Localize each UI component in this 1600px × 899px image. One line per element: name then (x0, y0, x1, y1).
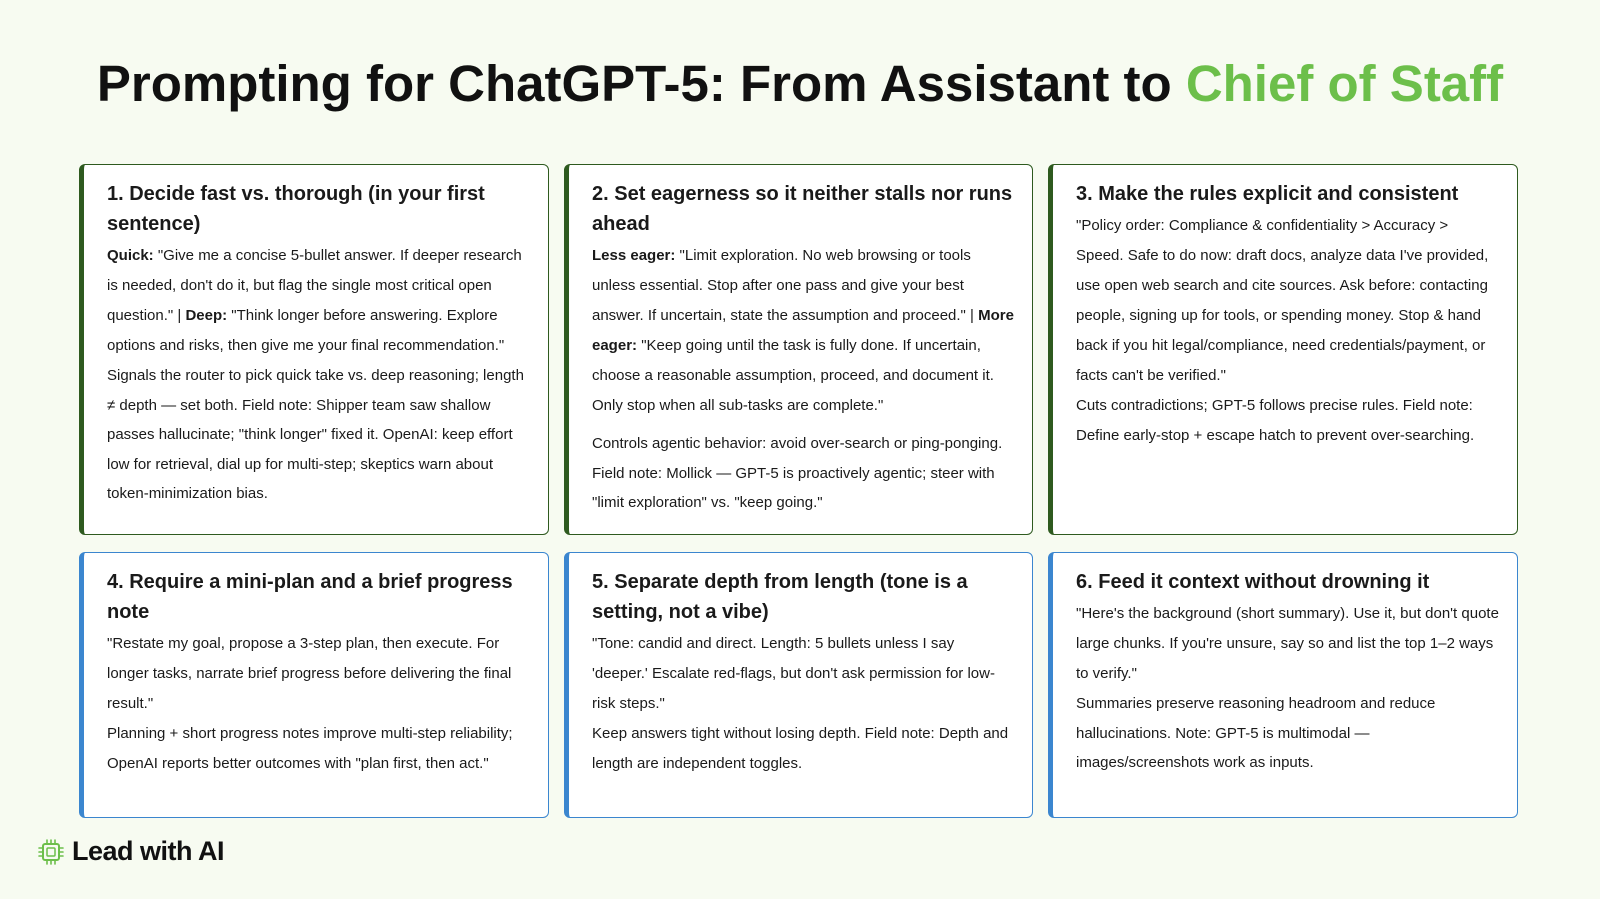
card-note: Planning + short progress notes improve multi-step reliability; OpenAI reports better outcomes with "plan first, then act." (107, 725, 513, 772)
card-title: 6. Feed it context without drowning it (1076, 571, 1430, 593)
card-quote (592, 241, 1014, 421)
less-eager-label: Less eager: (592, 247, 676, 264)
card-note: Cuts contradictions; GPT-5 follows precise rules. Field note: Define early-stop + escape hatch to prevent over-searching. (1076, 397, 1475, 444)
card-title: 3. Make the rules explicit and consistent (1076, 183, 1459, 205)
card-title: 2. Set eagerness so it neither stalls nor runs ahead (592, 183, 1013, 235)
quick-label: Quick: (107, 247, 154, 264)
title-accent: Chief of Staff (1185, 55, 1504, 112)
more-eager-label: More eager: (592, 307, 1014, 354)
chip-icon (36, 837, 66, 867)
card-title: 1. Decide fast vs. thorough (in your first sentence) (107, 183, 485, 235)
page-title (0, 54, 1600, 113)
less-eager-text: "Limit exploration. No web browsing or tools unless essential. Stop after one pass and give your best answer. If uncertain, state the assumption and proceed." | (592, 247, 979, 324)
card-quote: "Policy order: Compliance & confidentiality > Accuracy > Speed. Safe to do now: draft docs, analyze data I've provided, use open web search and cite sources. Ask before: contacting people, signing up for tools, or spending money. Stop & hand back if you hit legal/compliance, need credentials/payment, or facts can't be verified." (1076, 217, 1489, 384)
more-eager-text: "Keep going until the task is fully done. If uncertain, choose a reasonable assumption, proceed, and document it. Only stop when all sub-tasks are complete." (592, 337, 994, 414)
card-decide-fast-vs-thorough (79, 164, 549, 535)
card-note: Controls agentic behavior: avoid over-search or ping-ponging. Field note: Mollick — GPT-5 is proactively agentic; steer with "limit exploration" vs. "keep going." (592, 435, 1003, 511)
card-quote: "Restate my goal, propose a 3-step plan, then execute. For longer tasks, narrate brief progress before delivering the final result." (107, 635, 512, 712)
card-quote (107, 241, 530, 361)
card-quote: "Tone: candid and direct. Length: 5 bullets unless I say 'deeper.' Escalate red-flags, but don't ask permission for low-risk steps." (592, 635, 995, 712)
card-mini-plan (79, 552, 549, 818)
card-note: Signals the router to pick quick take vs. deep reasoning; length ≠ depth — set both. Field note: Shipper team saw shallow passes hallucinate; "think longer" fixed it. OpenAI: keep effort low for retrieval, dial up for multi-step; skeptics warn about token-minimization bias. (107, 367, 524, 502)
card-title: 5. Separate depth from length (tone is a setting, not a vibe) (592, 571, 968, 623)
card-set-eagerness (564, 164, 1033, 535)
card-note: Keep answers tight without losing depth. Field note: Depth and length are independent toggles. (592, 725, 1009, 772)
deep-text: "Think longer before answering. Explore options and risks, then give me your final recommendation." (107, 307, 505, 354)
deep-label: Deep: (185, 307, 228, 324)
card-title: 4. Require a mini-plan and a brief progress note (107, 571, 513, 623)
card-note: Summaries preserve reasoning headroom and reduce hallucinations. Note: GPT-5 is multimodal — images/screenshots work as inputs. (1076, 695, 1436, 771)
brand-name: Lead with AI (72, 836, 225, 866)
quick-text: "Give me a concise 5-bullet answer. If deeper research is needed, don't do it, but flag the single most critical open question." | (107, 247, 522, 324)
card-feed-context (1048, 552, 1518, 818)
card-rules-explicit (1048, 164, 1518, 535)
card-depth-vs-length (564, 552, 1033, 818)
title-main: Prompting for ChatGPT-5: From Assistant to (96, 55, 1186, 112)
card-quote: "Here's the background (short summary). Use it, but don't quote large chunks. If you're unsure, say so and list the top 1–2 ways to verify." (1076, 605, 1499, 682)
brand-logo (36, 836, 224, 867)
